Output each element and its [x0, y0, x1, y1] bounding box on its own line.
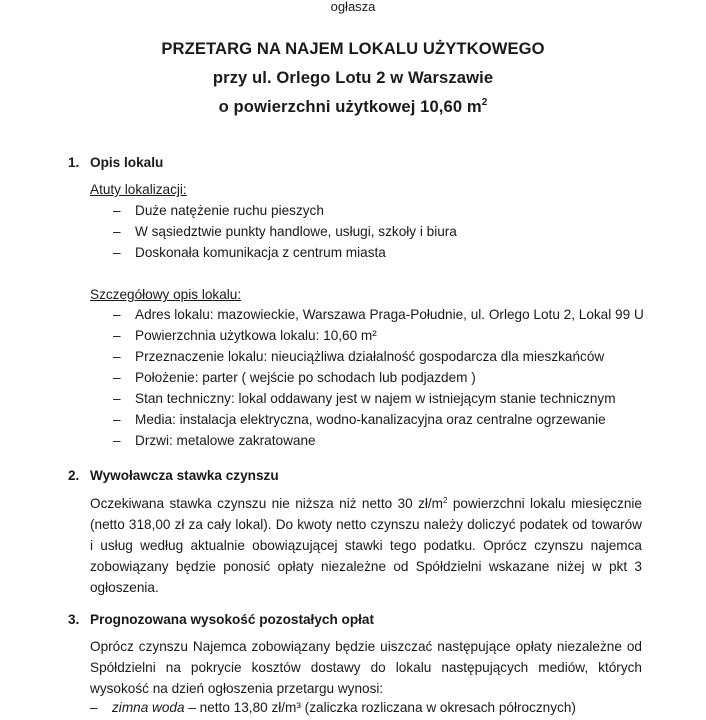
- list-item: – Drzwi: metalowe zakratowane: [113, 432, 644, 453]
- list-item: – zimna woda – netto 13,80 zł/m³ (zaliczka rozliczana w okresach półrocznych): [90, 699, 576, 720]
- section-2-paragraph: Oczekiwana stawka czynszu nie niższa niż netto 30 $zł/m^2$ powierzchni lokalu miesięcznie (netto 318,00 zł za cały lokal). Do kwoty netto czynszu należy doliczyć podatek od towarów i usług według aktualnie obowiązującej stawki tego podatku. Oprócz czynszu najemca zobowiązany będzie ponosić opłaty niezależne od Spółdzielni wskazane niżej w pkt 3 ogłoszenia.: [90, 496, 642, 595]
- media-list: [90, 699, 576, 720]
- list-item: – Powierzchnia użytkowa lokalu: 10,60 m²: [113, 327, 644, 348]
- section-2-heading: 2. Wywoławcza stawka czynszu: [68, 468, 279, 483]
- list-item: – Położenie: parter ( wejście po schodach lub podjazdem ): [113, 369, 644, 390]
- section-3-heading: 3. Prognozowana wysokość pozostałych opłat: [68, 612, 375, 627]
- section-3-paragraph: Oprócz czynszu Najemca zobowiązany będzie uiszczać następujące opłaty niezależne od Spółdzielni na pokrycie kosztów dostawy do lokalu następujących mediów, których wysokość na dzień ogłoszenia przetargu wynosi:: [90, 639, 642, 696]
- opis-list: [113, 306, 644, 453]
- title-line-2: przy ul. Orlego Lotu 2 w Warszawie: [212, 68, 494, 87]
- announce-text: ogłasza: [330, 0, 376, 14]
- list-item: – Doskonała komunikacja z centrum miasta: [113, 244, 457, 265]
- atuty-heading: Atuty lokalizacji:: [90, 182, 187, 197]
- section-1-heading: 1. Opis lokalu: [68, 155, 164, 170]
- atuty-list: [113, 202, 457, 265]
- list-item: – Stan techniczny: lokal oddawany jest w najem w istniejącym stanie technicznym: [113, 390, 644, 411]
- list-item: – Duże natężenie ruchu pieszych: [113, 202, 457, 223]
- list-item: – W sąsiedztwie punkty handlowe, usługi, szkoły i biura: [113, 223, 457, 244]
- opis-heading: Szczegółowy opis lokalu:: [90, 287, 242, 302]
- list-item: – Przeznaczenie lokalu: nieuciążliwa działalność gospodarcza dla mieszkańców: [113, 348, 644, 369]
- title-line-1: PRZETARG NA NAJEM LOKALU UŻYTKOWEGO: [161, 39, 545, 58]
- list-item: – Adres lokalu: mazowieckie, Warszawa Praga-Południe, ul. Orlego Lotu 2, Lokal 99 U: [113, 306, 644, 327]
- title-line-3: o powierzchni użytkowej 10,60 $m^2$: [218, 97, 488, 116]
- list-item: – Media: instalacja elektryczna, wodno-kanalizacyjna oraz centralne ogrzewanie: [113, 411, 644, 432]
